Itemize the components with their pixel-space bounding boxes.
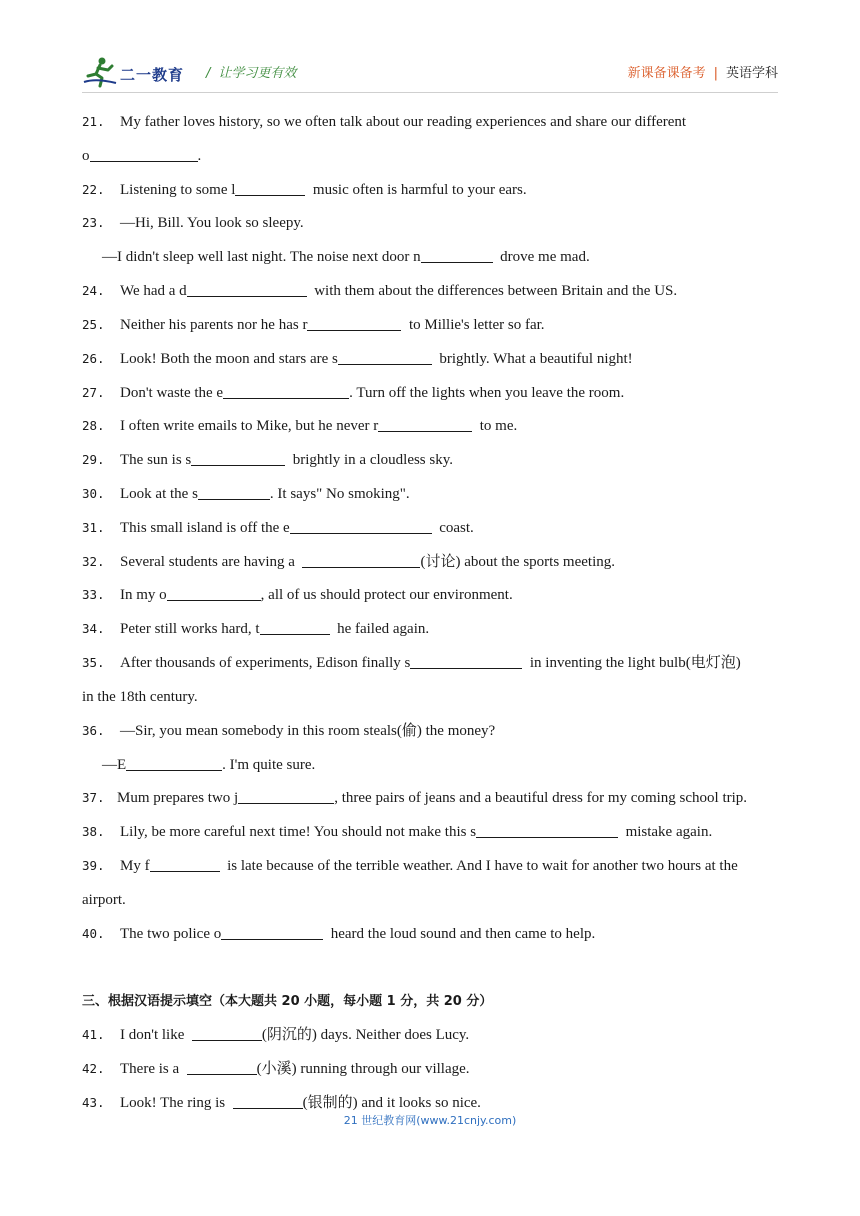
question-text: Peter still works hard, t (120, 621, 260, 637)
question-text: My f (120, 858, 150, 874)
question-number: 31. (82, 520, 105, 535)
slogan (206, 62, 296, 81)
question-33 (82, 585, 513, 605)
question-text: mistake again. (625, 824, 713, 840)
question-text: There is a (120, 1061, 180, 1077)
question-text: In my o (120, 587, 167, 603)
question-text: in the 18th century. (82, 689, 198, 705)
question-number: 21. (82, 114, 105, 129)
question-text: in inventing the light bulb(电灯泡) (529, 655, 741, 671)
question-23 (82, 213, 304, 233)
question-27 (82, 383, 624, 403)
answer-blank[interactable] (187, 1060, 257, 1075)
header-separator: | (713, 66, 718, 81)
question-38 (82, 822, 712, 842)
question-22 (82, 180, 527, 200)
question-35-continued (82, 687, 198, 707)
header-subject-label: 英语学科 (725, 66, 778, 81)
answer-blank[interactable] (307, 316, 401, 331)
question-text: (银制的) and it looks so nice. (302, 1095, 481, 1111)
question-number: 24. (82, 283, 105, 298)
answer-blank[interactable] (150, 857, 220, 872)
answer-blank[interactable] (192, 1026, 262, 1041)
answer-blank[interactable] (302, 553, 420, 568)
question-41 (82, 1025, 469, 1045)
question-39 (82, 856, 738, 876)
question-text: , three pairs of jeans and a beautiful dress for my coming school trip. (334, 790, 748, 806)
question-text: . I'm quite sure. (222, 757, 316, 773)
question-21 (82, 112, 686, 132)
question-35 (82, 653, 741, 673)
question-text: Listening to some l (120, 182, 236, 198)
question-text: to me. (479, 418, 518, 434)
question-text: brightly. What a beautiful night! (439, 351, 633, 367)
question-number: 36. (82, 723, 105, 738)
question-text: coast. (439, 520, 474, 536)
question-text: Several students are having a (120, 554, 295, 570)
question-text: to Millie's letter so far. (408, 317, 545, 333)
question-text: Lily, be more careful next time! You should not make this s (120, 824, 477, 840)
question-text: o (82, 148, 90, 164)
slogan-text: 让学习更有效 (218, 66, 297, 81)
question-text: I don't like (120, 1027, 185, 1043)
question-text: —I didn't sleep well last night. The noise next door n (102, 249, 421, 265)
question-number: 27. (82, 385, 105, 400)
question-text: My father loves history, so we often talk about our reading experiences and share our different (120, 114, 687, 130)
question-32 (82, 552, 615, 572)
question-number: 39. (82, 858, 105, 873)
question-number: 26. (82, 351, 105, 366)
question-text: Neither his parents nor he has r (120, 317, 308, 333)
question-number: 32. (82, 554, 105, 569)
running-man-icon (82, 56, 122, 88)
question-text: —E (102, 757, 127, 773)
question-26 (82, 349, 633, 369)
logo-text: 二一教育 (120, 66, 185, 84)
answer-blank[interactable] (167, 586, 261, 601)
question-text: —Sir, you mean somebody in this room steals(偷) the money? (120, 723, 496, 739)
question-text: I often write emails to Mike, but he never r (120, 418, 379, 434)
question-number: 23. (82, 215, 105, 230)
question-text: brightly in a cloudless sky. (292, 452, 454, 468)
question-text: , all of us should protect our environment. (260, 587, 513, 603)
answer-blank[interactable] (421, 248, 493, 263)
answer-blank[interactable] (235, 181, 305, 196)
question-text: Mum prepares two j (117, 790, 239, 806)
answer-blank[interactable] (233, 1094, 303, 1109)
question-number: 40. (82, 926, 105, 941)
header-divider (82, 92, 778, 93)
question-number: 33. (82, 587, 105, 602)
question-number: 41. (82, 1027, 105, 1042)
answer-blank[interactable] (191, 451, 285, 466)
question-text: with them about the differences between Britain and the US. (314, 283, 678, 299)
question-37 (82, 788, 747, 808)
question-39-continued (82, 890, 126, 910)
question-number: 43. (82, 1095, 105, 1110)
question-text: is late because of the terrible weather. And I have to wait for another two hours at the (227, 858, 738, 874)
question-number: 25. (82, 317, 105, 332)
question-text: Look! Both the moon and stars are s (120, 351, 338, 367)
question-text: drove me mad. (500, 249, 590, 265)
question-31 (82, 518, 474, 538)
answer-blank[interactable] (476, 823, 618, 838)
answer-blank[interactable] (187, 282, 307, 297)
answer-blank[interactable] (221, 925, 323, 940)
question-28 (82, 416, 517, 436)
question-34 (82, 619, 429, 639)
answer-blank[interactable] (223, 384, 349, 399)
question-29 (82, 450, 453, 470)
logo (82, 56, 192, 88)
answer-blank[interactable] (338, 350, 432, 365)
question-text: . Turn off the lights when you leave the room. (349, 385, 625, 401)
page-header (82, 52, 778, 92)
question-text: music often is harmful to your ears. (312, 182, 527, 198)
question-text: Look at the s (120, 486, 198, 502)
header-subject (628, 62, 778, 81)
header-course-label: 新课备课备考 (627, 66, 706, 81)
answer-blank[interactable] (260, 620, 330, 635)
answer-blank[interactable] (126, 756, 222, 771)
question-number: 30. (82, 486, 105, 501)
question-text: Look! The ring is (120, 1095, 226, 1111)
question-number: 29. (82, 452, 105, 467)
question-number: 22. (82, 182, 105, 197)
page-footer[interactable]: 21 世纪教育网(www.21cnjy.com) (343, 1114, 517, 1127)
answer-blank[interactable] (410, 654, 522, 669)
question-text: This small island is off the e (120, 520, 290, 536)
question-text: —Hi, Bill. You look so sleepy. (120, 215, 304, 231)
answer-blank[interactable] (378, 417, 472, 432)
question-36-reply (102, 755, 315, 775)
answer-blank[interactable] (90, 147, 198, 162)
question-text: (阴沉的) days. Neither does Lucy. (261, 1027, 470, 1043)
question-42 (82, 1059, 470, 1079)
question-text: he failed again. (337, 621, 430, 637)
question-text: The two police o (120, 926, 222, 942)
question-30 (82, 484, 410, 504)
question-text: We had a d (120, 283, 187, 299)
question-number: 42. (82, 1061, 105, 1076)
question-number: 38. (82, 824, 105, 839)
question-25 (82, 315, 545, 335)
slogan-slash: / (206, 66, 211, 81)
question-36 (82, 721, 495, 741)
question-number: 28. (82, 418, 105, 433)
question-21-continued (82, 146, 201, 166)
question-text: Don't waste the e (120, 385, 224, 401)
question-text: (小溪) running through our village. (256, 1061, 470, 1077)
question-text: . It says" No smoking". (269, 486, 410, 502)
question-23-reply (102, 247, 590, 267)
question-43 (82, 1093, 481, 1113)
answer-blank[interactable] (290, 519, 432, 534)
answer-blank[interactable] (238, 789, 334, 804)
section-heading: 三、根据汉语提示填空（本大题共 20 小题，每小题 1 分，共 20 分） (82, 994, 493, 1009)
question-40 (82, 924, 595, 944)
question-text: . (197, 148, 202, 164)
question-text: airport. (82, 892, 126, 908)
question-text: heard the loud sound and then came to help. (330, 926, 596, 942)
question-text: After thousands of experiments, Edison finally s (120, 655, 411, 671)
question-text: The sun is s (120, 452, 192, 468)
question-number: 35. (82, 655, 105, 670)
answer-blank[interactable] (198, 485, 270, 500)
question-24 (82, 281, 677, 301)
question-number: 34. (82, 621, 105, 636)
question-number: 37. (82, 790, 105, 805)
question-text: (讨论) about the sports meeting. (420, 554, 615, 570)
